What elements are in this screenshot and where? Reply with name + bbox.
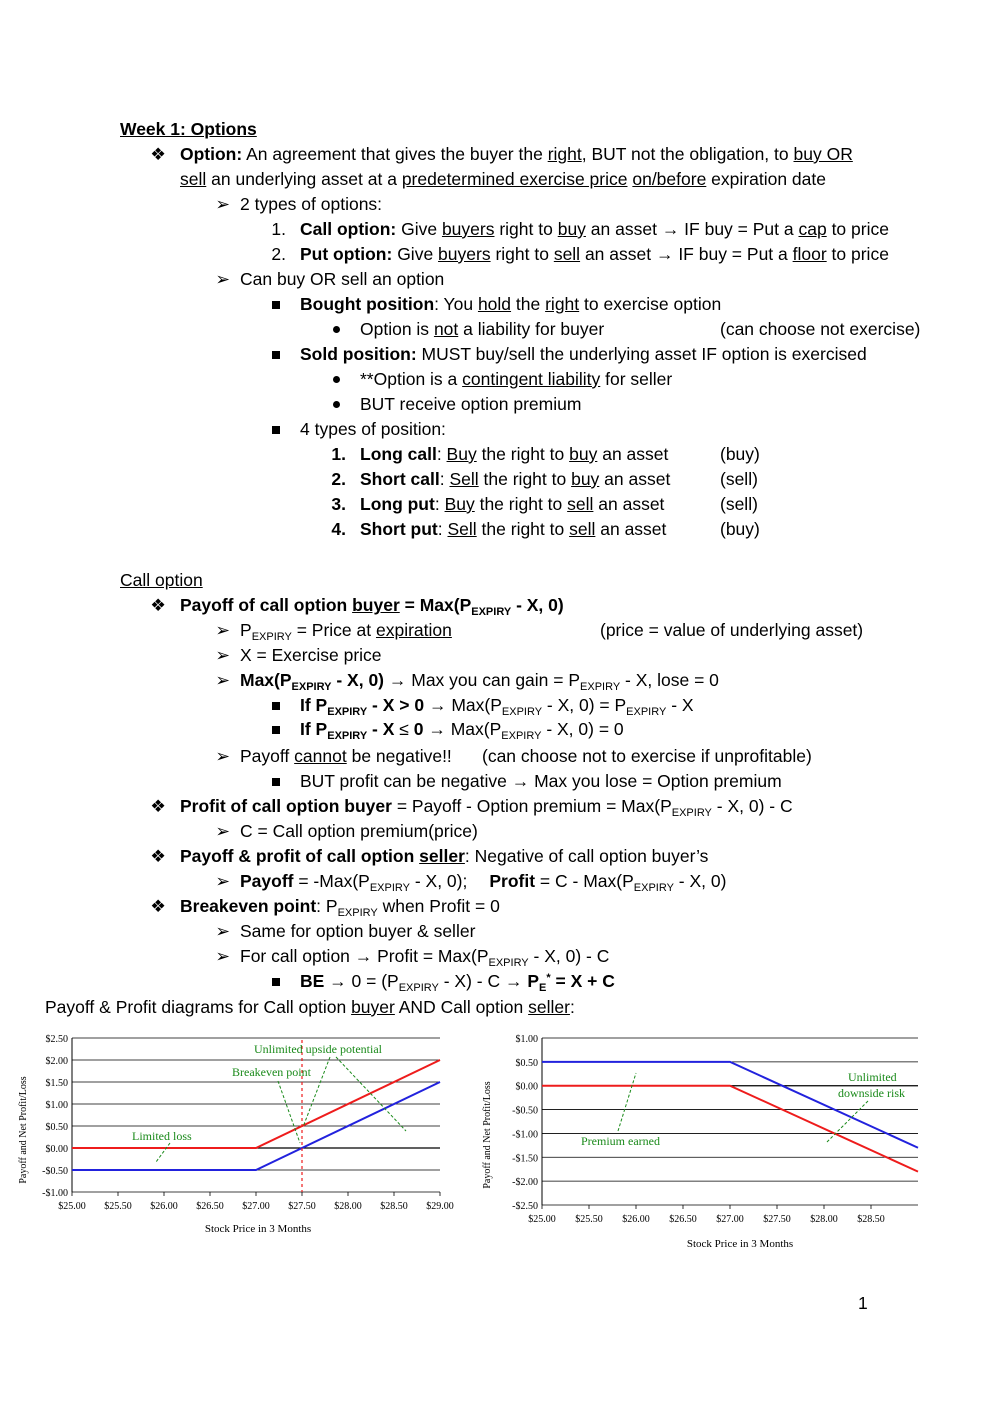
- x-tick-label: $27.50: [288, 1201, 316, 1212]
- x-tick-label: $25.50: [104, 1201, 132, 1212]
- x-tick-label: $26.00: [150, 1201, 178, 1212]
- x-tick-label: $27.00: [242, 1201, 270, 1212]
- seller-formula: Payoff = $-Max(P_{EXPIRY}$ - X, 0); Profit = C - $Max(P_{EXPIRY}$ - X, 0): [240, 871, 727, 894]
- chart-grid: [72, 1038, 440, 1196]
- x-tick-labels: [528, 1214, 885, 1225]
- y-tick-label: -$0.50: [512, 1105, 538, 1117]
- y-axis-label: Payoff and Net Profit/Loss: [18, 1076, 29, 1184]
- x-axis-label: Stock Price in 3 Months: [204, 1223, 312, 1235]
- sold-position: Sold position: MUST buy/sell the underlying asset IF option is exercised: [300, 344, 867, 364]
- position-side: (buy): [720, 444, 760, 464]
- y-axis-label: Payoff and Net Profit/Loss: [482, 1081, 493, 1189]
- position-short-put: Short put: Sell the right to sell an asset: [360, 519, 667, 539]
- breakeven-point: Breakeven point: $P_{EXPIRY}$ when Profit = 0: [180, 896, 500, 919]
- y-tick-labels: [512, 1034, 538, 1212]
- pexpiry-aside: (price = value of underlying asset): [600, 620, 864, 640]
- x-tick-label: $29.00: [426, 1201, 454, 1212]
- diagram-caption: Payoff & Profit diagrams for Call option buyer AND Call option seller:: [45, 997, 575, 1017]
- x-axis-label: Stock Price in 3 Months: [686, 1238, 794, 1250]
- list-number: 1.: [271, 219, 286, 239]
- x-tick-label: $28.00: [810, 1214, 838, 1225]
- seller-payoff-profit: Payoff & profit of call option seller: Negative of call option buyer’s: [180, 846, 709, 866]
- sold-note-1: **Option is a contingent liability for seller: [360, 369, 673, 389]
- pexpiry-definition: $P_{EXPIRY}$ = Price at expiration: [240, 620, 452, 643]
- bought-note: Option is not a liability for buyer: [360, 319, 605, 339]
- arrow-bullet-icon: ➢: [215, 746, 230, 766]
- list-number: 1.: [331, 444, 346, 464]
- x-tick-label: $28.50: [380, 1201, 408, 1212]
- y-tick-label: -$2.00: [512, 1177, 538, 1189]
- breakeven-call: For call option → Profit = $Max(P_{EXPIRY}$ - X, 0) - C: [240, 946, 610, 969]
- position-side: (sell): [720, 494, 758, 514]
- types-intro: 2 types of options:: [240, 194, 383, 214]
- y-tick-label: -$1.50: [512, 1153, 538, 1165]
- y-tick-label: $0.00: [45, 1144, 68, 1155]
- x-tick-label: $27.00: [716, 1214, 744, 1225]
- call-option-type: Call option: Give buyers right to buy an asset → IF buy = Put a cap to price: [300, 219, 889, 239]
- y-tick-label: -$0.50: [42, 1166, 68, 1177]
- annotation-breakeven: Breakeven point: [232, 1065, 311, 1079]
- dot-bullet-icon: [333, 376, 340, 383]
- x-tick-label: $26.50: [196, 1201, 224, 1212]
- seller-payoff-chart: [478, 1025, 928, 1255]
- arrow-bullet-icon: ➢: [215, 620, 230, 640]
- profit-can-be-negative: BUT profit can be negative → Max you lose = Option premium: [300, 771, 782, 791]
- option-definition-line2: sell an underlying asset at a predetermined exercise price on/before expiration date: [180, 169, 826, 189]
- y-tick-label: $1.50: [45, 1078, 68, 1089]
- page-number: 1: [858, 1293, 868, 1313]
- option-definition-line1: Option: An agreement that gives the buyer the right, BUT not the obligation, to buy OR: [180, 144, 853, 164]
- c-definition: C = Call option premium(price): [240, 821, 478, 841]
- x-tick-label: $26.50: [669, 1214, 697, 1225]
- square-bullet-icon: [272, 726, 280, 734]
- x-tick-label: $28.00: [334, 1201, 362, 1212]
- if-greater-than-zero: If $P_{EXPIRY} - X > 0 \to Max(P_{EXPIRY} - X$, $0) = P_{EXPIRY} - X$: [300, 695, 694, 718]
- position-long-put: Long put: Buy the right to sell an asset: [360, 494, 665, 514]
- sold-note-2: BUT receive option premium: [360, 394, 582, 414]
- x-tick-label: $27.50: [763, 1214, 791, 1225]
- x-tick-label: $26.00: [622, 1214, 650, 1225]
- payoff-negative-aside: (can choose not to exercise if unprofitable): [482, 746, 812, 766]
- annotation-unlimited-downside-2: downside risk: [838, 1086, 905, 1100]
- diamond-bullet-icon: ❖: [150, 846, 166, 866]
- y-tick-label: $0.50: [45, 1122, 68, 1133]
- diamond-bullet-icon: ❖: [150, 796, 166, 816]
- arrow-bullet-icon: ➢: [215, 194, 230, 214]
- arrow-bullet-icon: ➢: [215, 645, 230, 665]
- position-side: (buy): [720, 519, 760, 539]
- y-tick-label: -$1.00: [42, 1188, 68, 1199]
- x-tick-label: $28.50: [857, 1214, 885, 1225]
- list-number: 2.: [331, 469, 346, 489]
- buyer-payoff-chart: [10, 1025, 480, 1245]
- position-long-call: Long call: Buy the right to buy an asset: [360, 444, 669, 464]
- square-bullet-icon: [272, 301, 280, 309]
- arrow-bullet-icon: ➢: [215, 821, 230, 841]
- dot-bullet-icon: [333, 401, 340, 408]
- square-bullet-icon: [272, 351, 280, 359]
- buy-or-sell: Can buy OR sell an option: [240, 269, 445, 289]
- page-title: Week 1: Options: [120, 119, 257, 139]
- payoff-buyer: Payoff of call option buyer = $Max(P_{EXPIRY}$ - X, 0): [180, 595, 564, 618]
- position-side: (sell): [720, 469, 758, 489]
- y-tick-label: $2.50: [45, 1034, 68, 1045]
- list-number: 3.: [331, 494, 346, 514]
- y-tick-label: $0.50: [515, 1057, 538, 1069]
- square-bullet-icon: [272, 978, 280, 986]
- square-bullet-icon: [272, 426, 280, 434]
- y-tick-label: $2.00: [45, 1056, 68, 1067]
- if-less-equal-zero: If $P_{EXPIRY} - X \le 0 \to Max(P_{EXPIRY} - X$, 0) = 0: [300, 719, 624, 742]
- arrow-bullet-icon: ➢: [215, 921, 230, 941]
- x-tick-label: $25.00: [58, 1201, 86, 1212]
- y-tick-label: -$1.00: [512, 1129, 538, 1141]
- y-tick-label: $1.00: [45, 1100, 68, 1111]
- x-definition: X = Exercise price: [240, 645, 382, 665]
- arrow-bullet-icon: ➢: [215, 946, 230, 966]
- annotation-premium-earned: Premium earned: [581, 1134, 660, 1148]
- list-number: 4.: [331, 519, 346, 539]
- profit-buyer: Profit of call option buyer = Payoff - Option premium = $Max(P_{EXPIRY}$ - X, 0) - C: [180, 796, 793, 819]
- arrow-bullet-icon: ➢: [215, 269, 230, 289]
- chart-grid: [542, 1038, 918, 1209]
- dot-bullet-icon: [333, 326, 340, 333]
- section-heading-call-option: Call option: [120, 570, 203, 590]
- position-short-call: Short call: Sell the right to buy an asset: [360, 469, 671, 489]
- arrow-bullet-icon: ➢: [215, 871, 230, 891]
- y-tick-label: $0.00: [515, 1081, 538, 1093]
- y-tick-label: $1.00: [515, 1034, 538, 1045]
- four-types: 4 types of position:: [300, 419, 446, 439]
- put-option-type: Put option: Give buyers right to sell an asset → IF buy = Put a floor to price: [300, 244, 889, 264]
- x-tick-labels: [58, 1201, 454, 1212]
- list-number: 2.: [271, 244, 286, 264]
- bought-position: Bought position: You hold the right to exercise option: [300, 294, 722, 314]
- arrow-bullet-icon: ➢: [215, 670, 230, 690]
- breakeven-formula: BE → $0 = (P_{EXPIRY} - X) - C \to P_E^* = X + C$: [300, 971, 615, 994]
- diamond-bullet-icon: ❖: [150, 595, 166, 615]
- y-tick-label: -$2.50: [512, 1201, 538, 1212]
- diamond-bullet-icon: ❖: [150, 144, 166, 164]
- annotation-unlimited-downside-1: Unlimited: [848, 1070, 897, 1084]
- max-line: $Max(P_{EXPIRY}$ - X, 0) → Max you can gain = $P_{EXPIRY}$ - X, lose = 0: [240, 670, 719, 693]
- x-tick-label: $25.00: [528, 1214, 556, 1225]
- bought-note-aside: (can choose not exercise): [720, 319, 921, 339]
- square-bullet-icon: [272, 702, 280, 710]
- square-bullet-icon: [272, 778, 280, 786]
- diamond-bullet-icon: ❖: [150, 896, 166, 916]
- breakeven-same: Same for option buyer & seller: [240, 921, 476, 941]
- y-tick-labels: [42, 1034, 68, 1199]
- annotation-limited-loss: Limited loss: [132, 1129, 192, 1143]
- x-tick-label: $25.50: [575, 1214, 603, 1225]
- payoff-cannot-negative: Payoff cannot be negative!!: [240, 746, 452, 766]
- annotation-unlimited-upside: Unlimited upside potential: [254, 1042, 382, 1056]
